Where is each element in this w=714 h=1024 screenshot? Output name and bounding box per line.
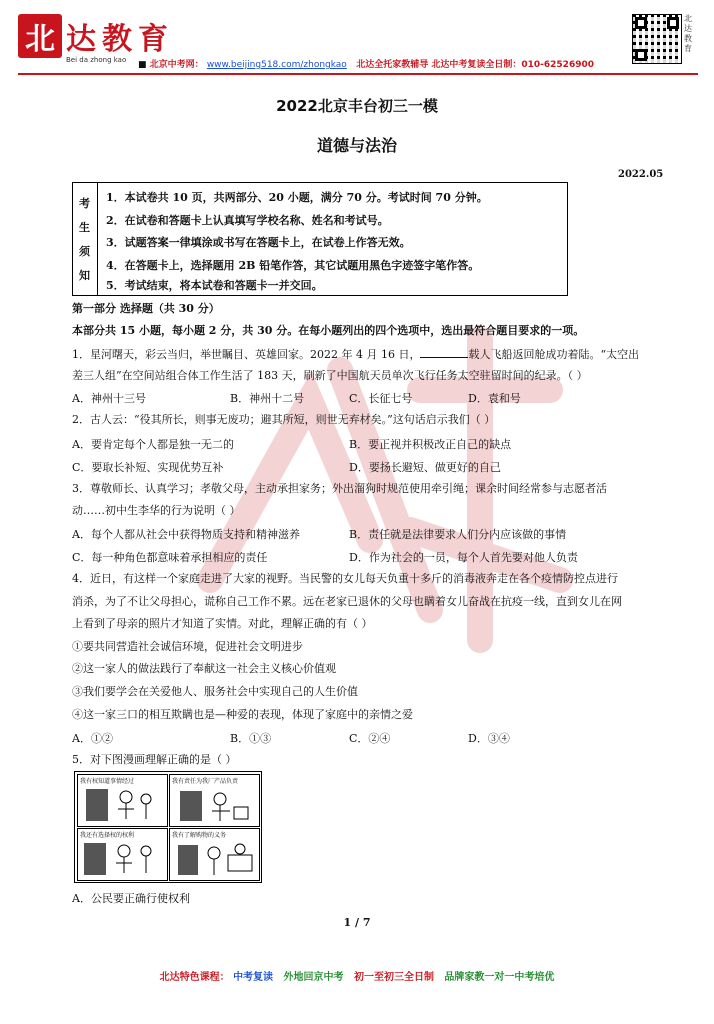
q4-option-a: A．①② bbox=[72, 732, 113, 745]
qr-side-text: 北达教育 bbox=[684, 14, 692, 53]
q3-option-a: A．每个人都从社会中获得物质支持和精神滋养 bbox=[72, 528, 300, 541]
q4-option-b: B．①③ bbox=[230, 732, 272, 745]
logo-subtitle: Bei da zhong kao bbox=[66, 56, 127, 64]
q1-text-b: 载人飞船返回舱成功着陆。“太空出 bbox=[468, 348, 640, 361]
q3-option-d: D．作为社会的一员，每个人首先要对他人负责 bbox=[349, 551, 578, 564]
q5-option-a: A．公民要正确行使权利 bbox=[72, 892, 190, 905]
comic-caption: 我有责任为我厂产品负责 bbox=[172, 778, 239, 785]
q3-option-c: C．每一种角色都意味着承担相应的责任 bbox=[72, 551, 268, 564]
question-3-stem: 3．尊敬师长、认真学习；孝敬父母，主动承担家务；外出溜狗时规范使用牵引绳；课余时间经常参与志愿者活 bbox=[72, 482, 607, 495]
q1-option-d: D．袁和号 bbox=[468, 392, 521, 405]
question-1-stem-cont: 差三人组”在空间站组合体工作生活了 183 天，刷新了中国航天员单次飞行任务太空驻留时间的纪录。（ ） bbox=[72, 369, 588, 382]
qr-code-icon bbox=[632, 14, 682, 64]
footer-item: 初一至初三全日制 bbox=[353, 972, 434, 983]
comic-panel bbox=[169, 774, 260, 827]
page-number: 1 / 7 bbox=[343, 916, 371, 929]
comic-panel bbox=[169, 828, 260, 881]
notice-label-char: 考 bbox=[79, 197, 90, 210]
q1-option-b: B．神州十二号 bbox=[230, 392, 305, 405]
answer-blank bbox=[420, 347, 468, 358]
q2-option-c: C．要取长补短、实现优势互补 bbox=[72, 461, 224, 474]
bullet-icon: ■ bbox=[138, 60, 147, 70]
q2-option-a: A．要肯定每个人都是独一无二的 bbox=[72, 438, 234, 451]
question-4-stem: 4．近日，有这样一个家庭走进了大家的视野。当民警的女儿每天负重十多斤的消毒液奔走在各个疫情防控点进行 bbox=[72, 572, 618, 585]
exam-title: 2022北京丰台初三一模 bbox=[276, 97, 438, 115]
q4-statement: ④这一家三口的相互欺瞒也是—种爱的表现，体现了家庭中的亲情之爱 bbox=[72, 708, 413, 721]
q4-statement: ③我们要学会在关爱他人、服务社会中实现自己的人生价值 bbox=[72, 685, 358, 698]
question-3-stem-cont: 动……初中生李华的行为说明（ ） bbox=[72, 504, 241, 517]
footer-item: 外地回京中考 bbox=[283, 972, 344, 983]
question-1-stem bbox=[72, 347, 639, 362]
q4-option-d: D．③④ bbox=[468, 732, 510, 745]
subject-title: 道德与法治 bbox=[316, 136, 397, 155]
comic-caption: 我有权知道事情经过 bbox=[80, 778, 135, 785]
footer-item: 品牌家教一对一中考培优 bbox=[444, 972, 555, 983]
notice-item: 1．本试卷共 10 页，共两部分、20 小题，满分 70 分。考试时间 70 分钟。 bbox=[106, 191, 488, 204]
q4-option-c: C．②④ bbox=[349, 732, 391, 745]
notice-label-char: 知 bbox=[79, 269, 90, 282]
notice-item: 3．试题答案一律填涂或书写在答题卡上，在试卷上作答无效。 bbox=[106, 236, 411, 249]
comic-caption: 我有了解购物的义务 bbox=[172, 832, 227, 839]
comic-panel bbox=[77, 774, 168, 827]
q2-option-b: B．要正视并积极改正自己的缺点 bbox=[349, 438, 512, 451]
exam-date: 2022.05 bbox=[618, 169, 664, 180]
question-2-stem: 2．古人云：“役其所长，则事无废功；避其所短，则世无弃材矣。”这句话启示我们（ ） bbox=[72, 413, 496, 426]
header-slogan: 北达全托家教辅导 北达中考复读全日制：010-62526900 bbox=[356, 60, 594, 70]
header-banner bbox=[138, 57, 594, 70]
part-instruction: 本部分共 15 小题，每小题 2 分，共 30 分。在每小题列出的四个选项中，选出最符合题目要求的一项。 bbox=[72, 324, 585, 337]
q3-option-b: B．责任就是法律要求人们分内应该做的事情 bbox=[349, 528, 567, 541]
footer-item: 中考复读 bbox=[233, 972, 274, 983]
site-link[interactable]: www.beijing518.com/zhongkao bbox=[206, 60, 347, 70]
part-heading: 第一部分 选择题（共 30 分） bbox=[72, 302, 220, 315]
footer-banner bbox=[0, 968, 714, 983]
question-4-stem-cont: 消杀，为了不让父母担心，谎称自己工作不累。远在老家已退休的父母也瞒着女儿奋战在抗疫一线，直到女儿在网 bbox=[72, 595, 622, 608]
q1-option-a: A．神州十三号 bbox=[72, 392, 146, 405]
question-5-stem: 5．对下图漫画理解正确的是（ ） bbox=[72, 753, 237, 766]
header-divider bbox=[18, 73, 698, 75]
q1-text-a: 1．星河曙天，彩云当归，举世瞩目、英雄回家。2022 年 4 月 16 日， bbox=[72, 348, 421, 361]
q2-option-d: D．要扬长避短、做更好的自己 bbox=[349, 461, 501, 474]
question-4-stem-cont: 上看到了母亲的照片才知道了实情。对此，理解正确的有（ ） bbox=[72, 617, 373, 630]
notice-item: 5．考试结束，将本试卷和答题卡一并交回。 bbox=[106, 279, 323, 292]
comic-caption: 我还有选择权的权利 bbox=[80, 832, 135, 839]
logo-text: 达教育 bbox=[66, 22, 174, 57]
notice-item: 2．在试卷和答题卡上认真填写学校名称、姓名和考试号。 bbox=[106, 214, 389, 227]
site-label: 北京中考网： bbox=[149, 60, 204, 70]
q1-option-c: C．长征七号 bbox=[349, 392, 413, 405]
notice-label bbox=[72, 182, 98, 296]
comic-image bbox=[74, 771, 262, 883]
q4-statement: ②这一家人的做法践行了奉献这一社会主义核心价值观 bbox=[72, 662, 336, 675]
notice-label-char: 须 bbox=[79, 245, 90, 258]
logo-mark: 北 bbox=[18, 14, 62, 58]
footer-label: 北达特色课程： bbox=[159, 972, 230, 983]
q4-statement: ①要共同营造社会诚信环境，促进社会文明进步 bbox=[72, 640, 303, 653]
notice-label-char: 生 bbox=[79, 221, 90, 234]
notice-item: 4．在答题卡上，选择题用 2B 铅笔作答，其它试题用黑色字迹签字笔作答。 bbox=[106, 259, 480, 272]
comic-panel bbox=[77, 828, 168, 881]
